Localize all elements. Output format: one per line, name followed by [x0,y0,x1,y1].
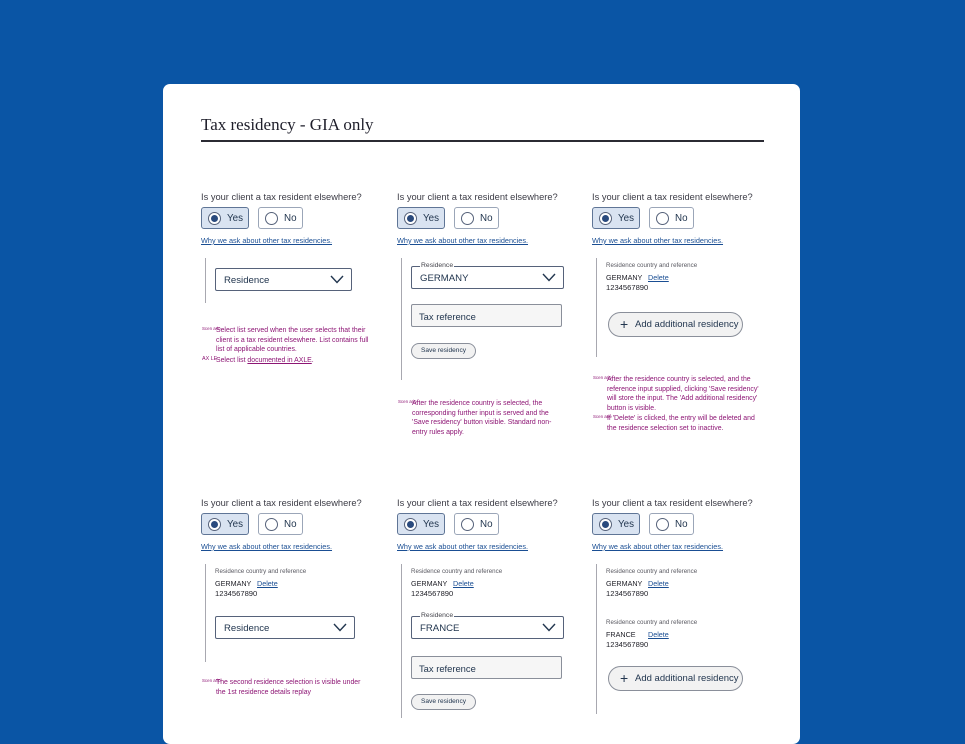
indent-line [401,258,402,380]
chevron-down-icon [333,623,347,632]
indent-line [401,564,402,718]
note-text: The second residence selection is visible under the 1st residence details replay [216,679,361,696]
why-we-ask-link[interactable]: Why we ask about other tax residencies. [397,236,529,245]
residence-select[interactable] [215,616,355,639]
panel-4 [201,498,387,718]
indent-line [205,258,206,303]
panel-2 [397,192,583,452]
panel-6 [592,498,778,718]
residence-country: GERMANY [215,579,252,588]
yes-label: Yes [423,213,439,224]
chevron-down-icon [542,273,556,282]
add-residency-label: Add additional residency [635,319,739,330]
details-caption: Residence country and reference [215,568,307,575]
page-title: Tax residency - GIA only [201,115,374,134]
yes-label: Yes [618,519,634,530]
indent-line [596,258,597,357]
yes-radio[interactable] [397,513,445,535]
chevron-down-icon [330,275,344,284]
residence-value: GERMANY [420,273,469,284]
save-residency-button[interactable]: Save residency [411,694,476,710]
note-text: After the residence country is selected, the corresponding further input is served and the 'Save residency' button visible. Standard non-entry rules apply. [412,400,552,436]
delete-link[interactable]: Delete [648,273,669,282]
no-label: No [284,213,297,224]
yes-radio[interactable] [201,513,249,535]
radio-selected-icon [208,518,221,531]
tax-reference-input[interactable] [411,304,562,327]
add-additional-residency-button[interactable] [608,312,743,337]
panel-5 [397,498,583,728]
radio-selected-icon [404,212,417,225]
scenario-note [592,375,760,413]
indent-line [596,564,597,714]
residence-country: GERMANY [606,579,643,588]
save-residency-button[interactable]: Save residency [411,343,476,359]
no-radio[interactable] [454,513,499,535]
details-caption: Residence country and reference [411,568,503,575]
residence-country: GERMANY [411,579,448,588]
axle-note [201,356,371,366]
yes-radio[interactable] [397,207,445,229]
no-radio[interactable] [454,207,499,229]
question-label: Is your client a tax resident elsewhere? [201,192,362,202]
delete-link[interactable]: Delete [648,579,669,588]
radio-selected-icon [599,518,612,531]
tax-reference-value: 1234567890 [215,589,258,598]
add-additional-residency-button[interactable] [608,666,743,691]
delete-link[interactable]: Delete [648,630,669,639]
yes-radio[interactable] [592,207,640,229]
yes-label: Yes [227,519,243,530]
plus-icon: + [620,316,629,332]
delete-link[interactable]: Delete [257,579,278,588]
no-label: No [284,519,297,530]
why-we-ask-link[interactable]: Why we ask about other tax residencies. [592,542,724,551]
question-label: Is your client a tax resident elsewhere? [397,192,558,202]
residence-select[interactable] [411,612,564,639]
scenario-note [201,326,371,355]
residence-placeholder: Residence [224,623,270,634]
scenario-note [592,414,760,433]
tax-reference-placeholder: Tax reference [419,311,476,322]
yes-label: Yes [227,213,243,224]
note-text: Select list [216,357,248,364]
yes-radio[interactable] [592,513,640,535]
residence-placeholder: Residence [224,275,270,286]
plus-icon: + [620,670,629,686]
no-label: No [675,519,688,530]
tax-reference-value: 1234567890 [606,640,649,649]
delete-link[interactable]: Delete [453,579,474,588]
yes-label: Yes [423,519,439,530]
why-we-ask-link[interactable]: Why we ask about other tax residencies. [201,236,333,245]
why-we-ask-link[interactable]: Why we ask about other tax residencies. [397,542,529,551]
note-text: If 'Delete' is clicked, the entry will be deleted and the residence selection set to inactive. [607,415,755,432]
scenario-icon: Scen ario [593,375,612,380]
radio-selected-icon [404,518,417,531]
tax-reference-input[interactable] [411,656,562,679]
tax-residency-card [163,84,800,744]
details-caption: Residence country and reference [606,619,698,626]
panel-1 [201,192,387,392]
question-label: Is your client a tax resident elsewhere? [592,498,753,508]
residence-legend: Residence [421,262,454,269]
note-text: After the residence country is selected, and the reference input supplied, clicking 'Save residency' will store the input. The 'Add additional residency' button is visible. [607,376,759,412]
scenario-icon: Scen ario [398,399,417,404]
scenario-icon: Scen ario [202,678,221,683]
panel-3 [592,192,778,452]
chevron-down-icon [542,623,556,632]
no-radio[interactable] [649,513,694,535]
details-caption: Residence country and reference [606,568,698,575]
radio-unselected-icon [461,212,474,225]
residence-legend: Residence [421,612,454,619]
yes-label: Yes [618,213,634,224]
tax-reference-value: 1234567890 [606,589,649,598]
axle-icon: AX LE [202,356,218,362]
why-we-ask-link[interactable]: Why we ask about other tax residencies. [592,236,724,245]
add-residency-label: Add additional residency [635,673,739,684]
indent-line [205,564,206,662]
question-label: Is your client a tax resident elsewhere? [592,192,753,202]
details-caption: Residence country and reference [606,262,698,269]
scenario-note [397,399,562,437]
radio-unselected-icon [265,518,278,531]
radio-unselected-icon [461,518,474,531]
no-label: No [480,213,493,224]
note-text: . [311,357,314,364]
radio-selected-icon [208,212,221,225]
radio-unselected-icon [265,212,278,225]
residence-country: GERMANY [606,273,643,282]
residence-select[interactable] [215,268,352,291]
tax-reference-placeholder: Tax reference [419,663,476,674]
residence-value: FRANCE [420,623,460,634]
why-we-ask-link[interactable]: Why we ask about other tax residencies. [201,542,333,551]
no-label: No [480,519,493,530]
radio-unselected-icon [656,212,669,225]
title-divider [201,140,764,142]
residence-country: FRANCE [606,630,636,639]
residence-select[interactable] [411,262,564,289]
no-radio[interactable] [258,207,303,229]
note-text: Select list served when the user selects that their client is a tax resident elsewhere. List contains full list of applicable countries. [216,327,369,353]
scenario-note [201,678,361,697]
tax-reference-value: 1234567890 [411,589,454,598]
question-label: Is your client a tax resident elsewhere? [201,498,362,508]
scenario-icon: Scen ario [593,414,612,419]
no-radio[interactable] [258,513,303,535]
no-radio[interactable] [649,207,694,229]
axle-doc-link[interactable]: documented in AXLE [247,357,312,364]
radio-unselected-icon [656,518,669,531]
yes-radio[interactable] [201,207,249,229]
scenario-icon: Scen ario [202,326,221,331]
no-label: No [675,213,688,224]
question-label: Is your client a tax resident elsewhere? [397,498,558,508]
radio-selected-icon [599,212,612,225]
tax-reference-value: 1234567890 [606,283,649,292]
